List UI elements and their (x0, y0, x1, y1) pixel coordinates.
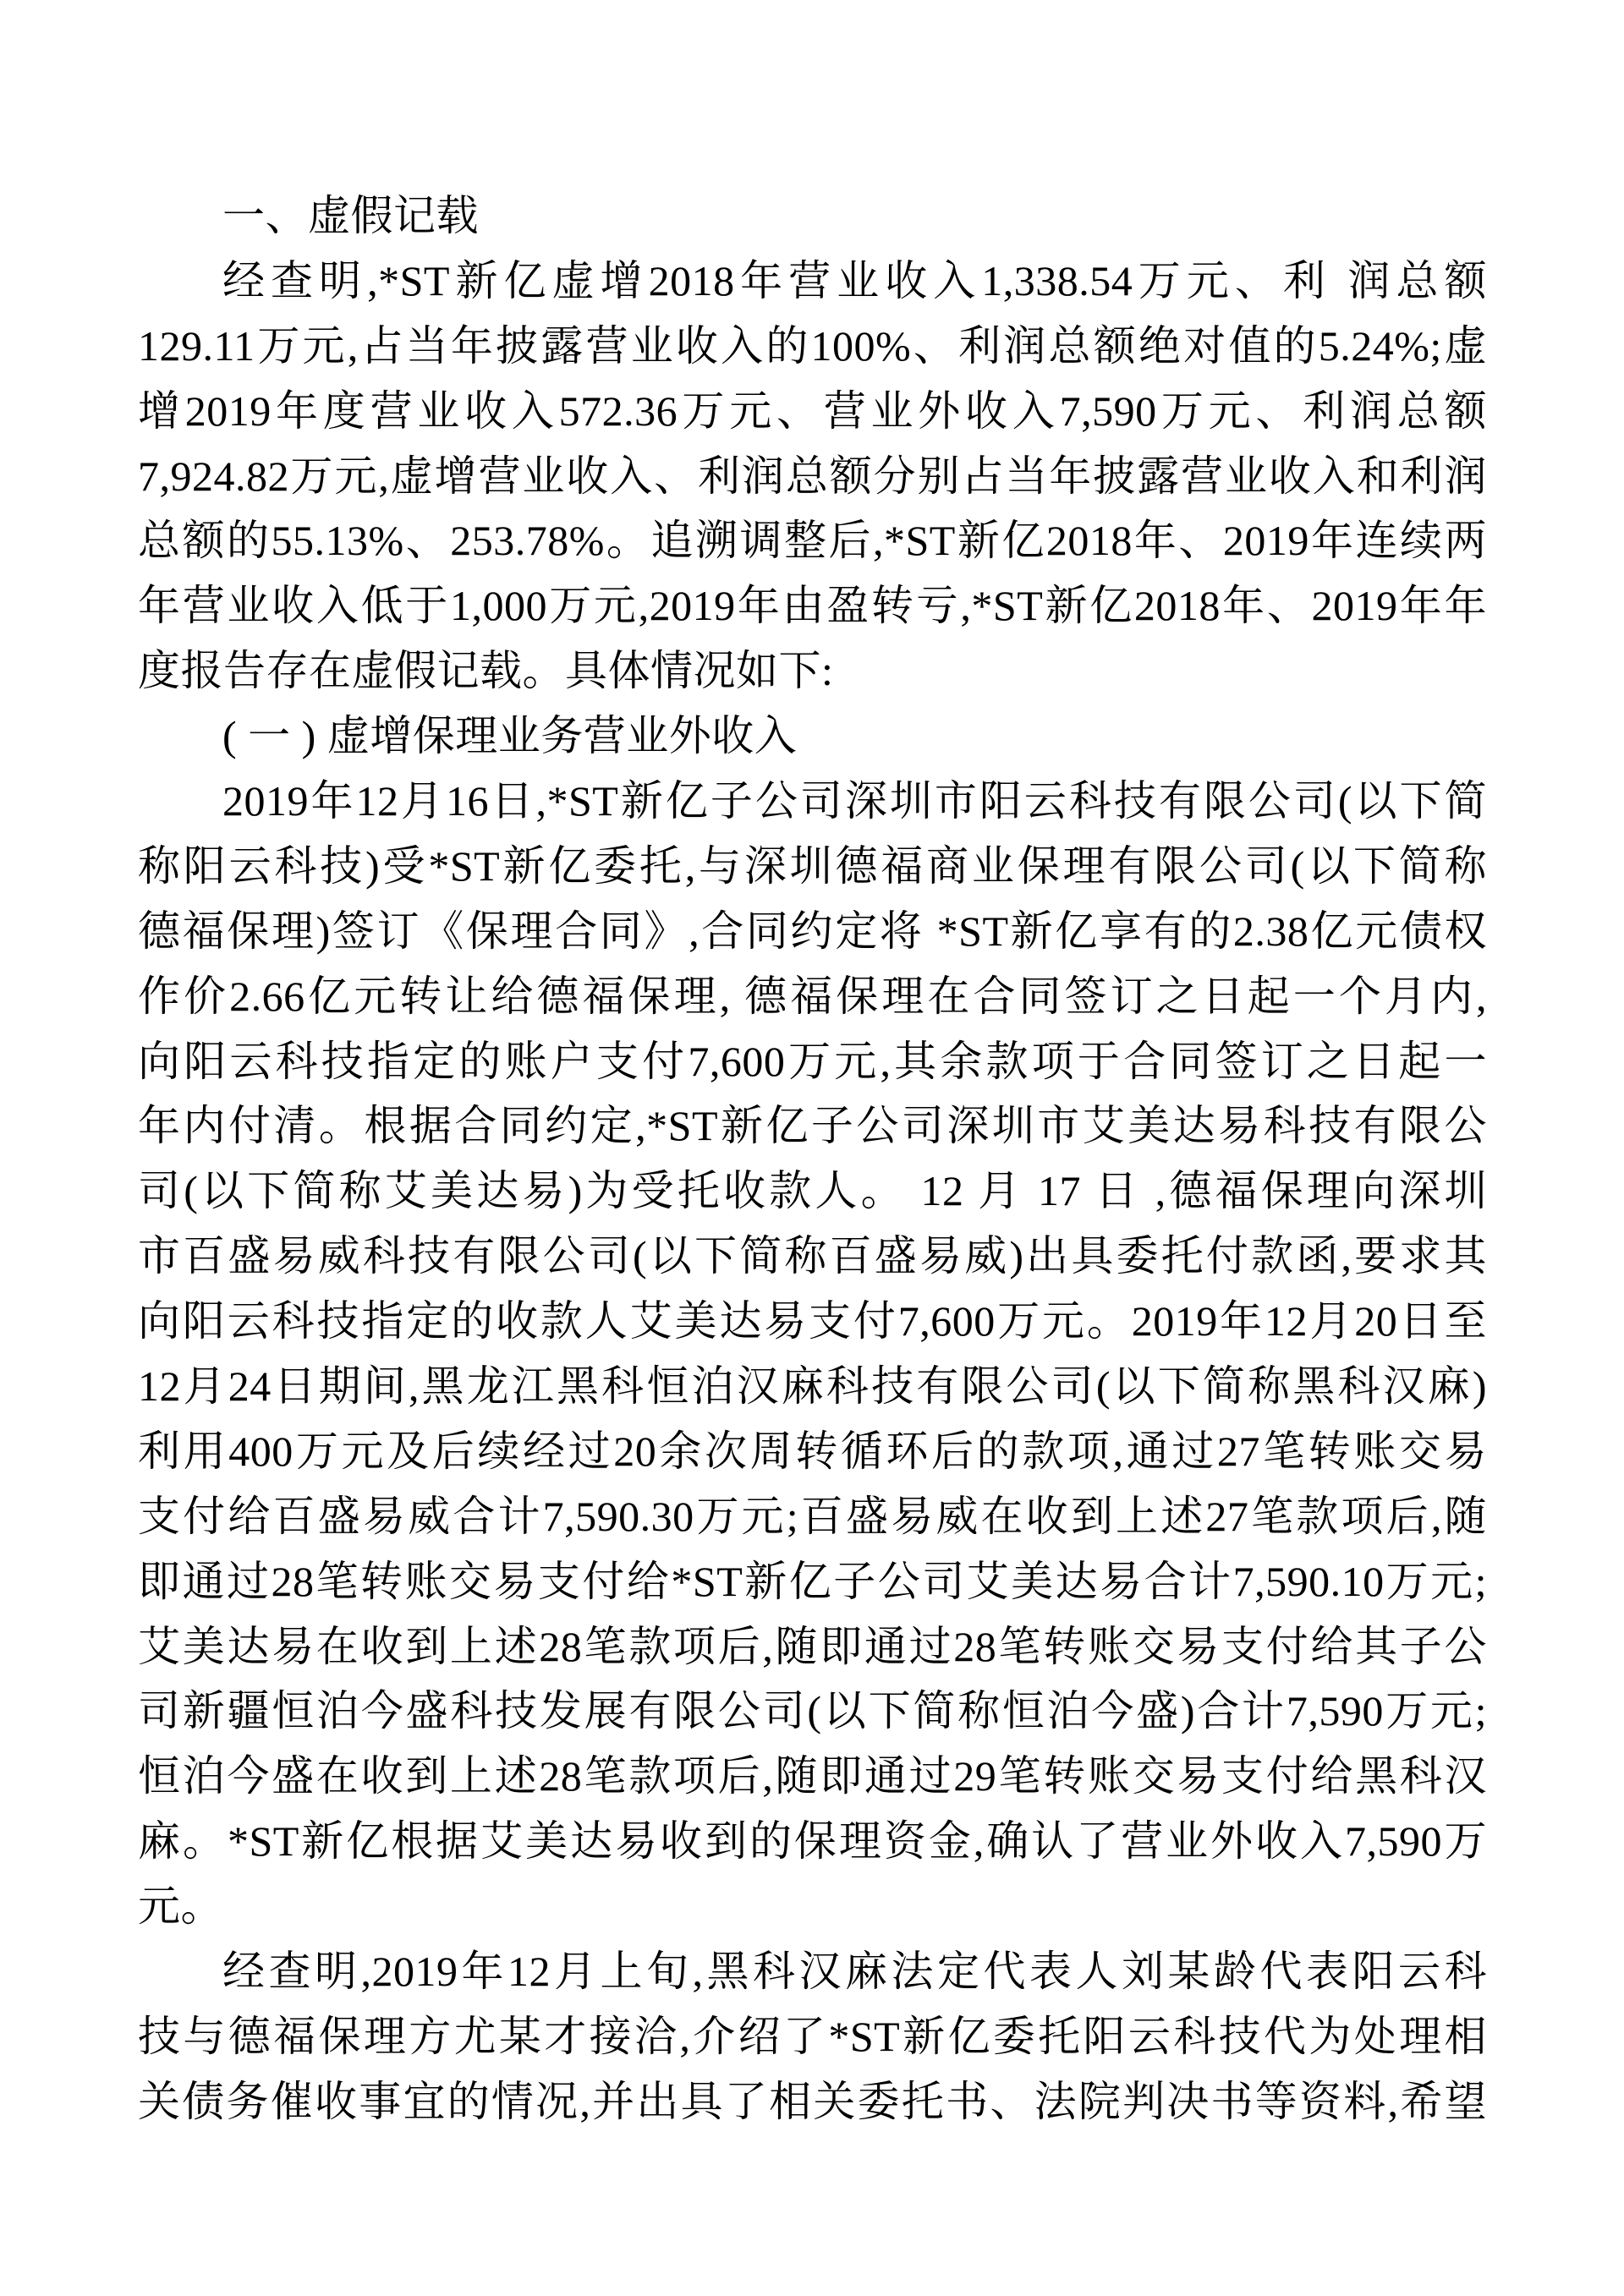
text-line: 麻。*ST新亿根据艾美达易收到的保理资金,确认了营业外收入7,590万 (138, 1817, 1487, 1866)
text-line: 恒泊今盛在收到上述28笔款项后,随即通过29笔转账交易支付给黑科汉 (138, 1752, 1487, 1800)
text-line: 129.11万元,占当年披露营业收入的100%、利润总额绝对值的5.24%;虚 (138, 321, 1487, 370)
text-line: 利用400万元及后续经过20余次周转循环后的款项,通过27笔转账交易 (138, 1427, 1487, 1475)
text-line: 经查明,2019年12月上旬,黑科汉麻法定代表人刘某龄代表阳云科 (222, 1948, 1487, 1996)
text-line: 作价2.66亿元转让给德福保理, 德福保理在合同签订之日起一个月内, (138, 972, 1487, 1020)
text-line: 7,924.82万元,虚增营业收入、利润总额分别占当年披露营业收入和利润 (138, 452, 1487, 500)
text-line: 艾美达易在收到上述28笔款项后,随即通过28笔转账交易支付给其子公 (138, 1622, 1487, 1670)
text-line: 技与德福保理方尤某才接洽,介绍了*ST新亿委托阳云科技代为处理相 (138, 2012, 1487, 2060)
text-line: 增2019年度营业收入572.36万元、营业外收入7,590万元、利润总额 (138, 386, 1487, 435)
text-line: 司(以下简称艾美达易)为受托收款人。 12 月 17 日 ,德福保理向深圳 (138, 1167, 1487, 1215)
text-line: 向阳云科技指定的收款人艾美达易支付7,600万元。2019年12月20日至 (138, 1297, 1487, 1345)
text-line: 称阳云科技)受*ST新亿委托,与深圳德福商业保理有限公司(以下简称 (138, 841, 1487, 890)
text-line: 关债务催收事宜的情况,并出具了相关委托书、法院判决书等资料,希望 (138, 2077, 1487, 2125)
text-line: 德福保理)签订《保理合同》,合同约定将 *ST新亿享有的2.38亿元债权 (138, 907, 1487, 955)
text-line: 年内付清。根据合同约定,*ST新亿子公司深圳市艾美达易科技有限公 (138, 1102, 1487, 1150)
subsection-heading-line: ( 一 ) 虚增保理业务营业外收入 (222, 712, 798, 760)
document-lines (138, 184, 1487, 2134)
section-heading-line: 一、虚假记载 (222, 192, 479, 239)
text-line: 支付给百盛易威合计7,590.30万元;百盛易威在收到上述27笔款项后,随 (138, 1492, 1487, 1540)
text-line: 年营业收入低于1,000万元,2019年由盈转亏,*ST新亿2018年、2019年年 (138, 582, 1487, 630)
text-line: 经查明,*ST新亿虚增2018年营业收入1,338.54万元、利 润总额 (222, 256, 1487, 304)
text-line: 司新疆恒泊今盛科技发展有限公司(以下简称恒泊今盛)合计7,590万元; (138, 1687, 1487, 1735)
text-line: 即通过28笔转账交易支付给*ST新亿子公司艾美达易合计7,590.10万元; (138, 1557, 1487, 1605)
text-line: 12月24日期间,黑龙江黑科恒泊汉麻科技有限公司(以下简称黑科汉麻) (138, 1362, 1487, 1411)
text-line: 向阳云科技指定的账户支付7,600万元,其余款项于合同签订之日起一 (138, 1037, 1487, 1085)
text-line: 市百盛易威科技有限公司(以下简称百盛易威)出具委托付款函,要求其 (138, 1232, 1487, 1280)
text-line: 元。 (138, 1882, 223, 1931)
text-line: 度报告存在虚假记载。具体情况如下: (138, 647, 834, 695)
text-line: 总额的55.13%、253.78%。追溯调整后,*ST新亿2018年、2019年连续两 (138, 517, 1487, 565)
text-line: 2019年12月16日,*ST新亿子公司深圳市阳云科技有限公司(以下简 (222, 777, 1487, 825)
